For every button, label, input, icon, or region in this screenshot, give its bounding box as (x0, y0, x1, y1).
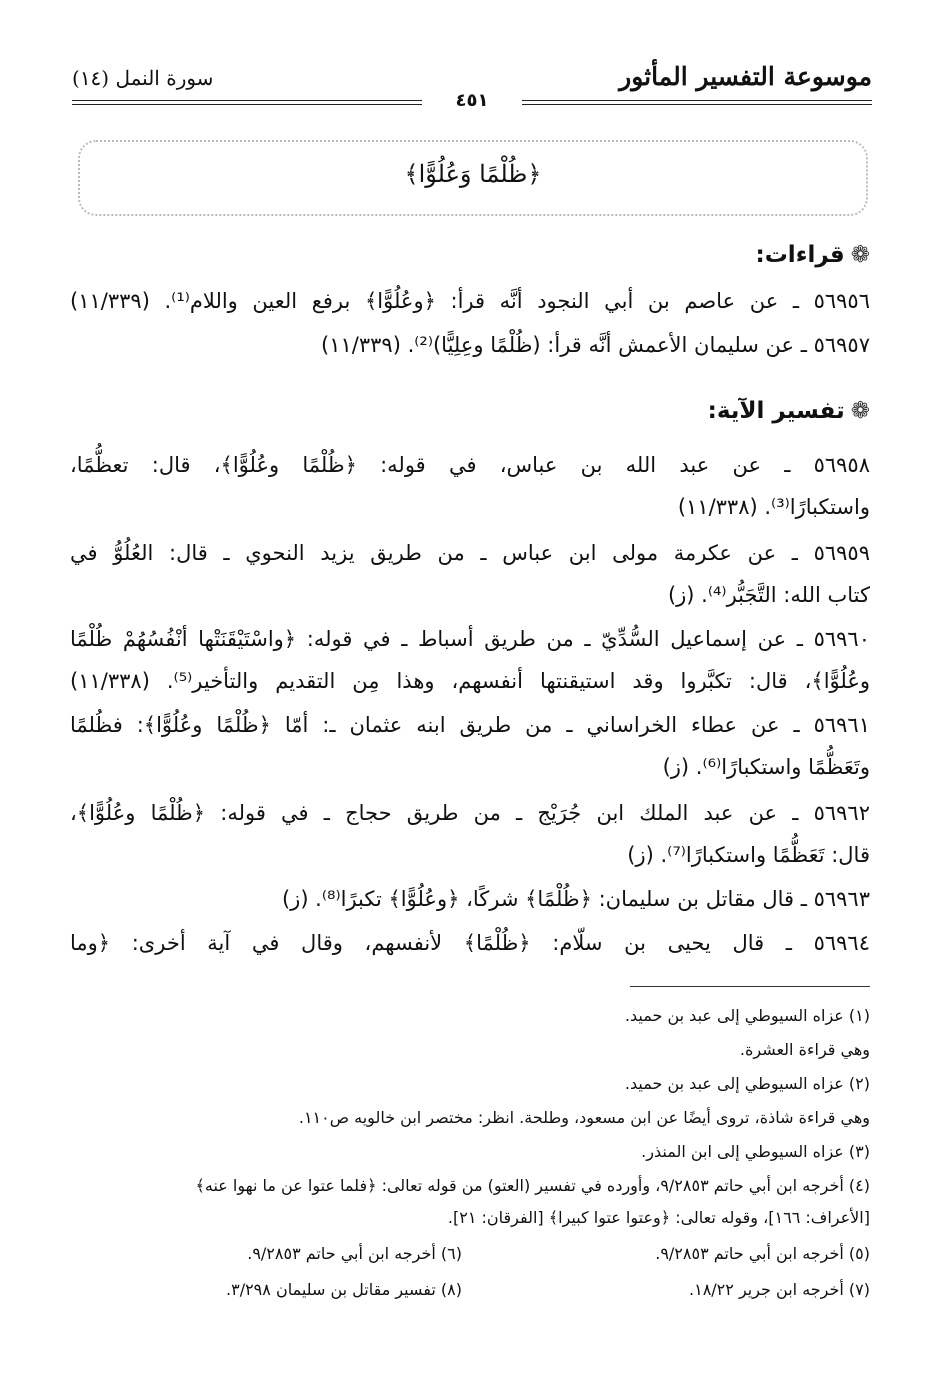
header-rule (72, 92, 872, 112)
footnote: (٣) عزاه السيوطي إلى ابن المنذر. (641, 1142, 870, 1161)
footnote: [الأعراف: ١٦٦]، وقوله تعالى: ﴿وعتوا عتوا كبيرا﴾ [الفرقان: ٢١]. (447, 1208, 870, 1227)
narration-line: واستكبارًا⁽³⁾. (١١/٣٣٨) (677, 495, 870, 519)
narration-line: ٥٦٩٦٣ ـ قال مقاتل بن سليمان: ﴿ظُلْمًا﴾ شركًا، ﴿وعُلُوًّا﴾ تكبرًا⁽⁸⁾. (ز) (281, 887, 870, 911)
narration-line: كتاب الله: التَّجَبُّر⁽⁴⁾. (ز) (667, 583, 870, 607)
section-tafsir-label: تفسير الآية: (707, 398, 845, 424)
narration-line: ٥٦٩٥٧ ـ عن سليمان الأعمش أنَّه قرأ: (ظُلْمًا وعِلِيًّا)⁽²⁾. (١١/٣٣٩) (321, 333, 870, 357)
footnote: (١) عزاه السيوطي إلى عبد بن حميد. (624, 1006, 870, 1025)
narration-line: ٥٦٩٥٨ ـ عن عبد الله بن عباس، في قوله: ﴿ظُلْمًا وعُلُوًّا﴾، قال: تعظُّمًا، (70, 453, 870, 477)
narration-line: قال: تَعَظُّمًا واستكبارًا⁽⁷⁾. (ز) (627, 843, 870, 867)
flower-ornament-icon: ❁ (850, 398, 870, 424)
footnote-separator (630, 986, 870, 987)
footnote: (٨) تفسير مقاتل بن سليمان ٣/٢٩٨. (226, 1280, 462, 1299)
narration-line: وعُلُوًّا﴾، قال: تكبَّروا وقد استيقنتها أنفسهم، وهذا مِن التقديم والتأخير⁽⁵⁾. (١١/٣٣٨) (70, 669, 870, 693)
narration-line: ٥٦٩٦٤ ـ قال يحيى بن سلّام: ﴿ظُلْمًا﴾ لأنفسهم، وقال في آية أخرى: ﴿وما (70, 931, 870, 955)
narration-line: ٥٦٩٦٠ ـ عن إسماعيل السُّدِّيّ ـ من طريق أسباط ـ في قوله: ﴿واسْتَيْقَنَتْها أنْفُسُهُمْ ظُلْمًا (70, 627, 870, 651)
verse-heading: ﴿ظُلْمًا وَعُلُوًّا﴾ (404, 160, 542, 188)
narration-line: ٥٦٩٥٩ ـ عن عكرمة مولى ابن عباس ـ من طريق يزيد النحوي ـ قال: العُلُوُّ في (70, 541, 870, 565)
section-qiraat-label: قراءات: (755, 242, 845, 268)
footnote: (٥) أخرجه ابن أبي حاتم ٩/٢٨٥٣. (655, 1244, 870, 1263)
footnote: وهي قراءة العشرة. (739, 1040, 870, 1059)
footnote: (٤) أخرجه ابن أبي حاتم ٩/٢٨٥٣، وأورده في تفسير (العتو) من قوله تعالى: ﴿فلما عتوا عن ما نهوا عنه﴾ (195, 1176, 870, 1195)
verse-heading-box (78, 140, 868, 216)
section-qiraat (756, 242, 871, 268)
footnote: (٦) أخرجه ابن أبي حاتم ٩/٢٨٥٣. (247, 1244, 462, 1263)
section-tafsir (708, 398, 870, 424)
footnote: (٢) عزاه السيوطي إلى عبد بن حميد. (624, 1074, 870, 1093)
footnote: وهي قراءة شاذة، تروى أيضًا عن ابن مسعود، وطلحة. انظر: مختصر ابن خالويه ص١١٠. (298, 1108, 870, 1127)
narration-line: وتَعَظُّمًا واستكبارًا⁽⁶⁾. (ز) (662, 755, 870, 779)
page-number: ٤٥١ (455, 90, 489, 111)
book-title: موسوعة التفسير المأثور (619, 62, 872, 91)
narration-line: ٥٦٩٥٦ ـ عن عاصم بن أبي النجود أنَّه قرأ: ﴿وعُلُوًّا﴾ برفع العين واللام⁽¹⁾. (١١/٣٣٩) (70, 289, 870, 313)
footnote: (٧) أخرجه ابن جرير ١٨/٢٢. (689, 1280, 870, 1299)
narration-line: ٥٦٩٦٢ ـ عن عبد الملك ابن جُرَيْج ـ من طريق حجاج ـ في قوله: ﴿ظُلْمًا وعُلُوًّا﴾، (70, 801, 870, 825)
surah-title: سورة النمل (١٤) (72, 66, 214, 90)
narration-line: ٥٦٩٦١ ـ عن عطاء الخراساني ـ من طريق ابنه عثمان ـ: أمّا ﴿ظُلْمًا وعُلُوًّا﴾: فظُلمًا (70, 713, 870, 737)
flower-ornament-icon: ❁ (850, 242, 870, 268)
